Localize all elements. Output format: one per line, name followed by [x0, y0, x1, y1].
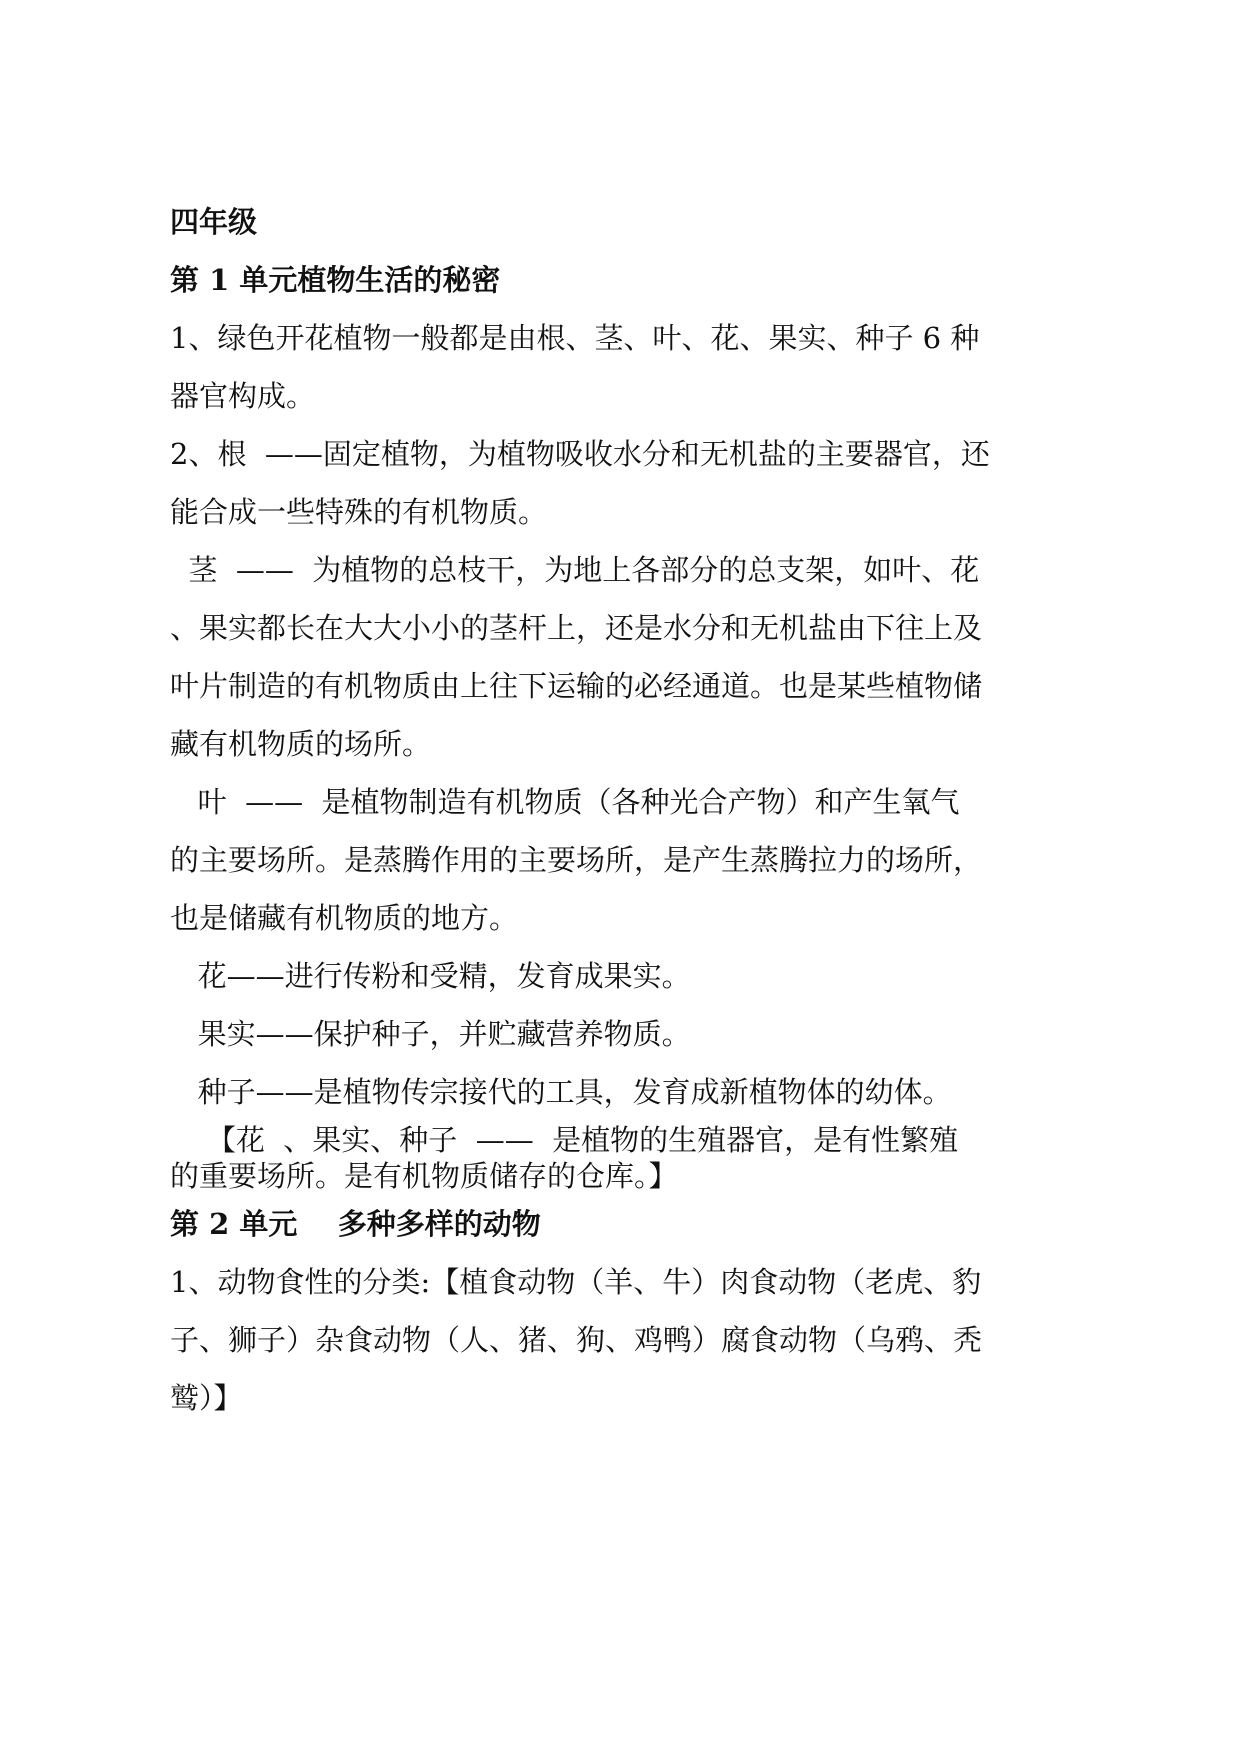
- leaf-line3: 也是储藏有机物质的地方。: [170, 901, 519, 935]
- reproductive-note-line2: 的重要场所。是有机物质储存的仓库。】: [170, 1159, 678, 1193]
- unit1-heading: 第 1 单元植物生活的秘密: [170, 263, 501, 297]
- stem-line3: 叶片制造的有机物质由上往下运输的必经通道。也是某些植物储: [170, 669, 983, 703]
- seed-line: 种子——是植物传宗接代的工具，发育成新植物体的幼体。: [170, 1075, 952, 1109]
- fruit-line: 果实——保护种子，并贮藏营养物质。: [170, 1017, 691, 1051]
- root-line1: 2、根 ——固定植物，为植物吸收水分和无机盐的主要器官，还: [170, 437, 990, 471]
- unit1-item1-line2: 器官构成。: [170, 379, 316, 413]
- grade-heading: 四年级: [170, 205, 258, 239]
- unit2-item1-line1: 1、动物食性的分类:【植食动物（羊、牛）肉食动物（老虎、豹: [170, 1265, 982, 1299]
- unit2-heading: 第 2 单元 多种多样的动物: [170, 1207, 541, 1241]
- stem-line2: 、果实都长在大大小小的茎杆上，还是水分和无机盐由下往上及: [170, 611, 983, 645]
- unit1-item1-line1: 1、绿色开花植物一般都是由根、茎、叶、花、果实、种子 6 种: [170, 321, 980, 355]
- unit2-item1-line2: 子、狮子）杂食动物（人、猪、狗、鸡鸭）腐食动物（乌鸦、秃: [170, 1323, 983, 1357]
- leaf-line1: 叶 —— 是植物制造有机物质（各种光合产物）和产生氧气: [170, 785, 960, 819]
- leaf-line2: 的主要场所。是蒸腾作用的主要场所，是产生蒸腾拉力的场所，: [170, 843, 983, 877]
- unit2-item1-line3: 鹫）】: [170, 1381, 243, 1415]
- stem-line1: 茎 —— 为植物的总枝干，为地上各部分的总支架，如叶、花: [170, 553, 980, 587]
- reproductive-note-line1: 【花 、果实、种子 —— 是植物的生殖器官，是有性繁殖: [170, 1123, 959, 1157]
- root-line2: 能合成一些特殊的有机物质。: [170, 495, 548, 529]
- flower-line: 花——进行传粉和受精，发育成果实。: [170, 959, 691, 993]
- stem-line4: 藏有机物质的场所。: [170, 727, 432, 761]
